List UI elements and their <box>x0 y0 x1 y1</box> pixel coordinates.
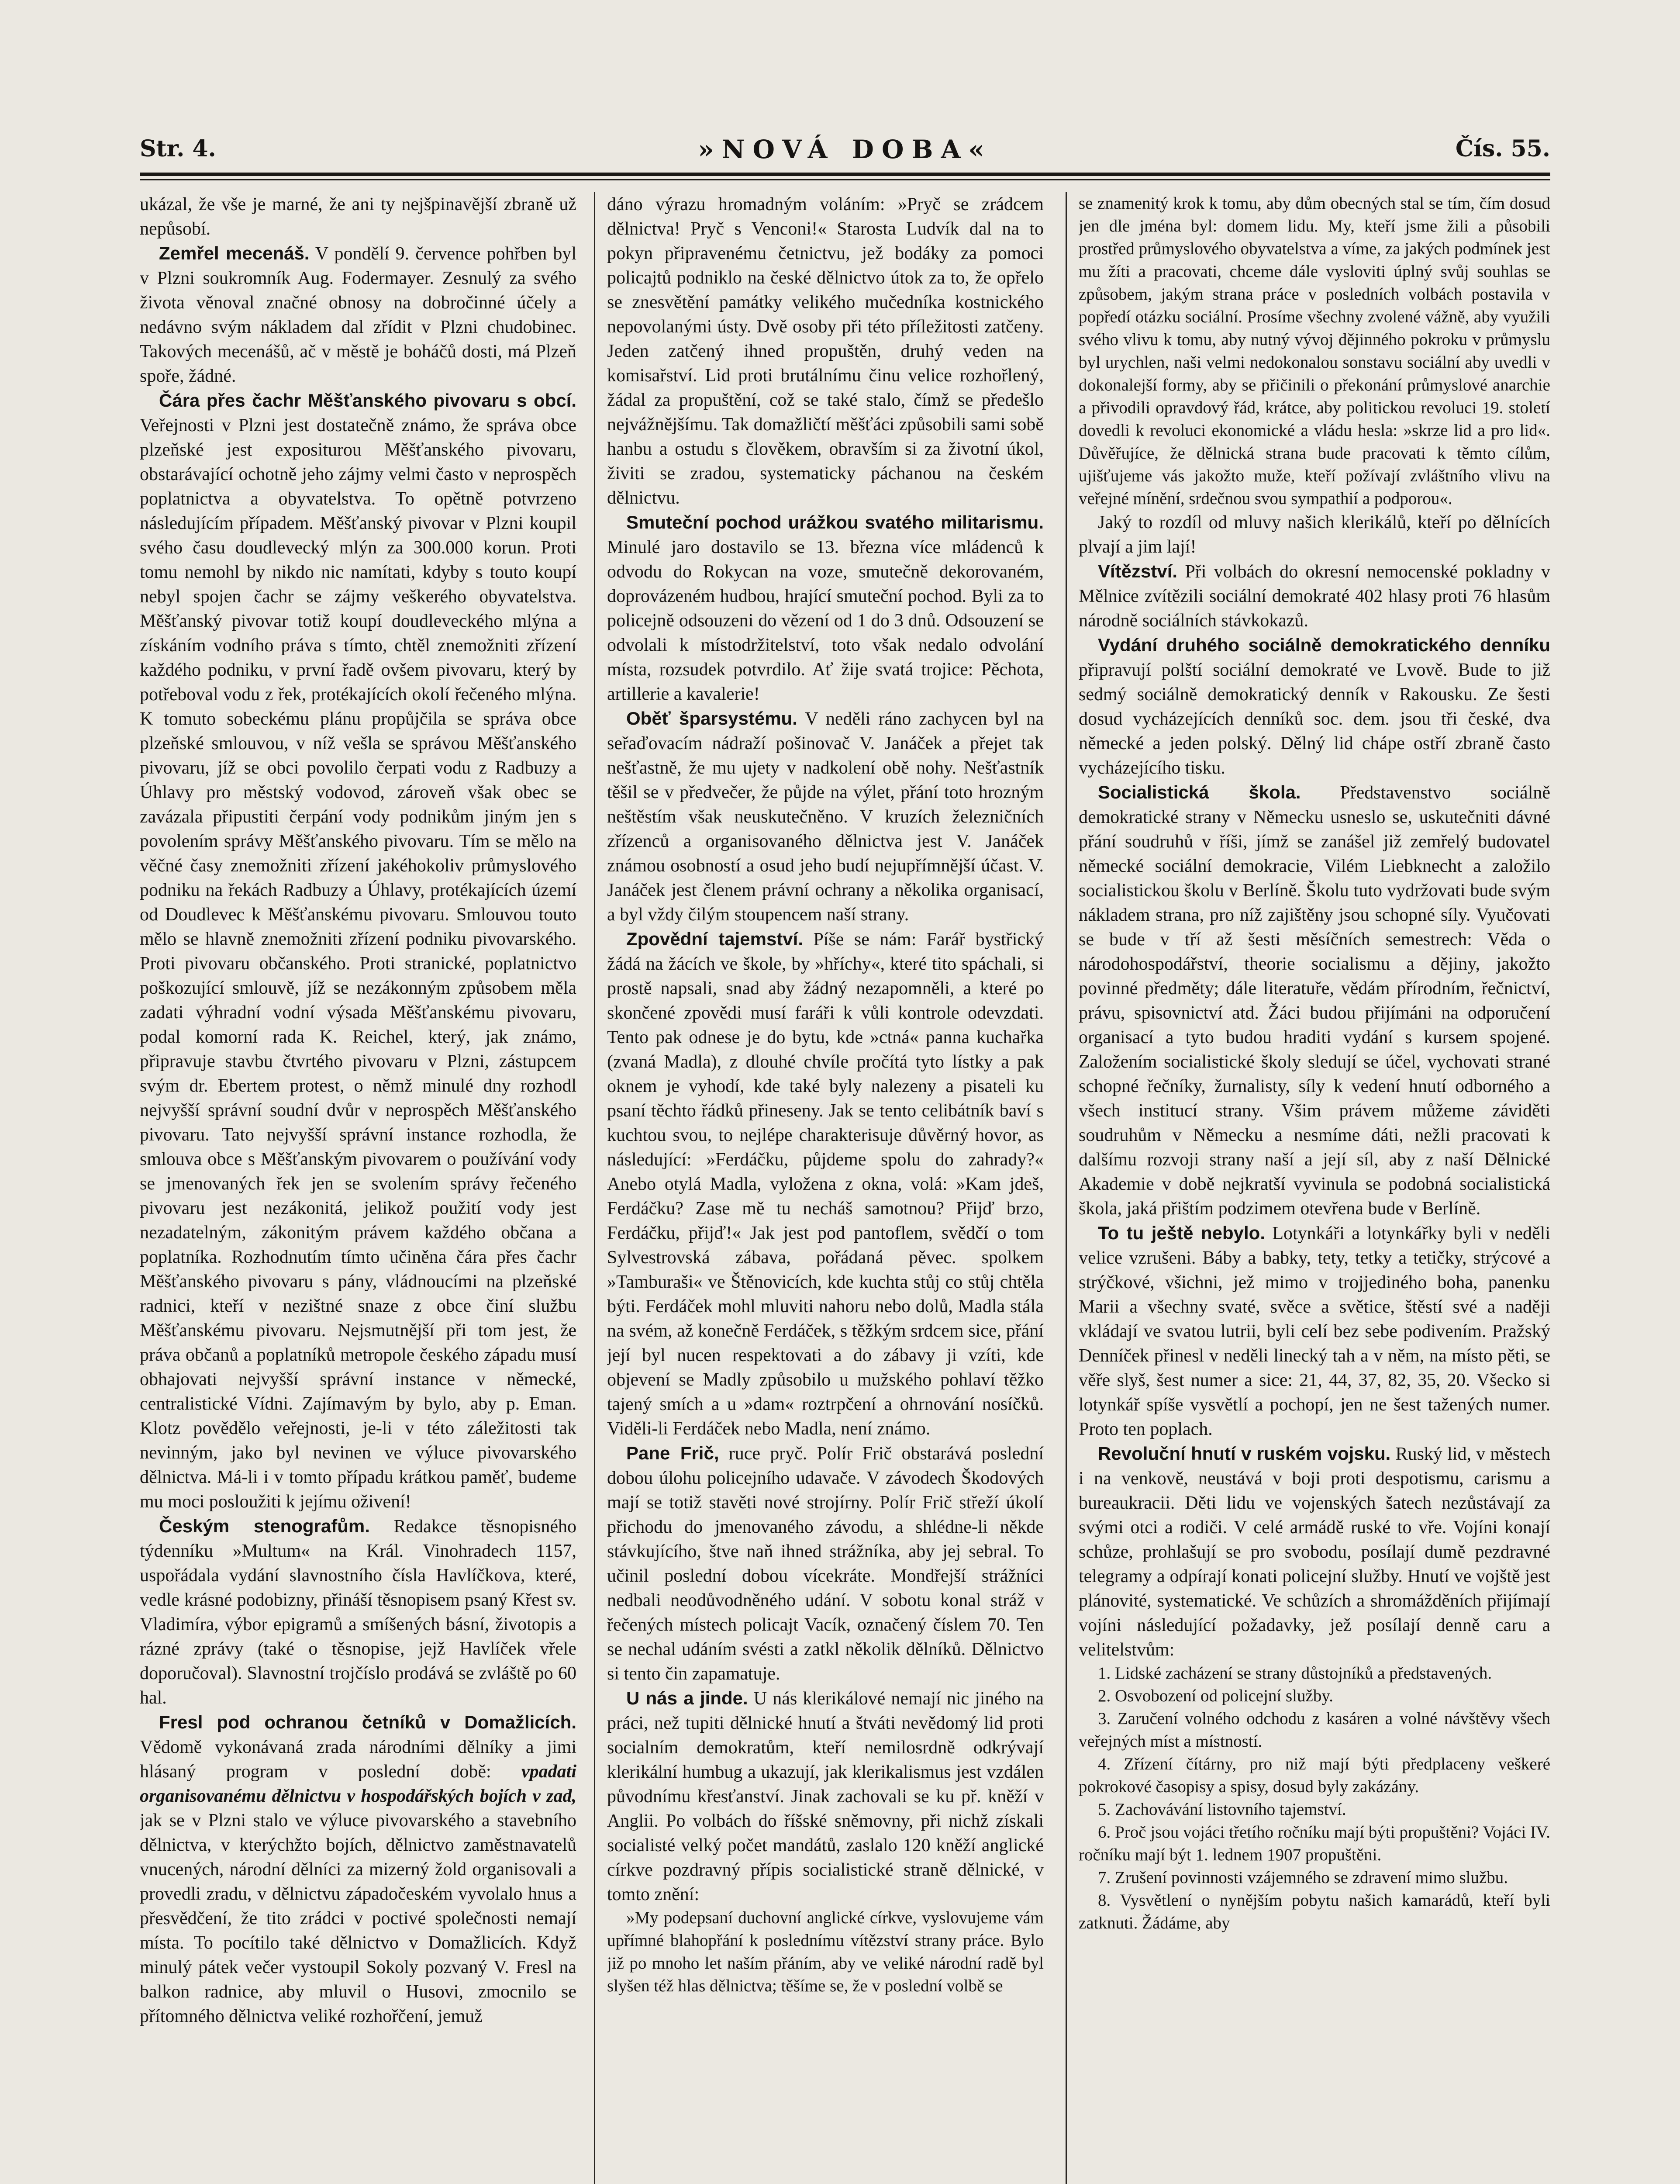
article-pane-fric <box>607 1441 1044 1686</box>
article-nebylo <box>1079 1221 1550 1441</box>
article-heading: Českým stenografům. <box>159 1516 370 1536</box>
article-body: Lotynkáři a lotynkářky byli v neděli velice vzrušeni. Báby a babky, tety, tetky a tetičky, strýcové a strýčkové, všichni, jež mimo v trojjediného boha, panenku Marii a všechny svaté, svěce a světice, štěstí své a naději vkládají ve svatou lutrii, byli celí bez sebe podivením. Pražský Denníček přinesl v neděli linecký tah a v něm, na místo pěti, se věře slyš, šest numer a sice: 21, 44, 37, 82, 35, 20. Všecko si lotynkář spíše vysvětlí a pochopí, jen ne šest tažených numer. Proto ten poplach. <box>1079 1223 1550 1439</box>
article-heading: Oběť šparsystému. <box>626 708 797 729</box>
article-heading: Fresl pod ochranou četníků v Domažlicích. <box>159 1712 576 1732</box>
article-body: jak se v Plzni stalo ve výluce pivovarského a stavebního dělnictva, v kterýchžto bojích, dělnictvo zaměstnavatelů vnucených, národní dělníci za mizerný žold organisovali a provedli zradu, v dělnictvu západočeském vyvolalo hnus a přesvědčení, že tito zrádci v poctivé společnosti nemají místa. To pocítilo také dělnictvo v Domažlicích. Když minulý pátek večer vystoupil Sokoly pozvaný V. Fresl na balkon radnice, aby mluvil o Husovi, zmocnilo se přítomného dělnictva veliké rozhořčení, jemuž <box>140 1811 576 2026</box>
list-item: 4. Zřízení čítárny, pro niž mají býti předplaceny veškeré pokrokové časopisy a spisy, dosud byly zakázány. <box>1079 1755 1550 1796</box>
article-body: V neděli ráno zachycen byl na seřaďovacím nádraží pošinovač V. Janáček a přejet tak nešťastně, že mu ujety v nadkolení obě nohy. Nešťastník těšil se v předvečer, že půjde na výlet, přání toto hrozným neštěstím však neuskutečněno. V kruzích železničních zřízenců a organisovaného dělnictva jest V. Janáček známou osobností a osud jeho budí nejupřímnější účast. V. Janáček jest členem právní ochrany a několika organisací, a byl vždy čilým stoupencem naší strany. <box>607 709 1044 925</box>
article-vitezstvi <box>1079 559 1550 633</box>
article-body: Při volbách do okresní nemocenské pokladny v Mělnice zvítězili sociální demokraté 402 hlasy proti 76 hlasům národně sociálních stávkokazů. <box>1079 562 1550 631</box>
list-item: 8. Vysvětlení o nynějším pobytu našich kamarádů, kteří byli zatknuti. Žádáme, aby <box>1079 1891 1550 1932</box>
header-rule <box>140 173 1550 176</box>
list-item: 5. Zachovávání listovního tajemství. <box>1098 1800 1346 1819</box>
article-body: Vědomě vykonávaná zrada národními dělníky a jimi hlásaný program v poslední době: <box>140 1737 576 1782</box>
article-cara <box>140 388 576 1514</box>
paragraph: ukázal, že vše je marné, že ani ty nejšpinavější zbraně už nepůsobí. <box>140 194 576 239</box>
article-heading: Zpovědní tajemství. <box>626 929 804 949</box>
masthead-title: »NOVÁ DOBA« <box>698 135 992 164</box>
list-item: 2. Osvobození od policejní služby. <box>1098 1686 1334 1705</box>
page-number: Str. 4. <box>140 135 216 162</box>
article-heading: To tu ještě nebylo. <box>1098 1223 1265 1243</box>
article-heading: Vydání druhého sociálně demokratického denníku <box>1098 635 1550 655</box>
article-skola <box>1079 780 1550 1221</box>
column-divider <box>594 192 595 2184</box>
article-revolucni <box>1079 1441 1550 1662</box>
article-heading: Pane Frič, <box>626 1443 719 1463</box>
quote-paragraph: »My podepsaní duchovní anglické církve, vyslovujeme vám upřímné blahopřání k poslednímu vítězství strany práce. Bylo již po mnoho let naším přáním, aby ve veliké národní radě byl slyšen též hlas dělnictva; těšíme se, že v poslední volbě se <box>607 1908 1044 1995</box>
article-heading: Vítězství. <box>1098 561 1178 581</box>
article-body: Ruský lid, v městech i na venkově, neustává v boji proti despotismu, carismu a bureaukracii. Děti lidu ve vojenských šatech nezůstávají za svými otci a rodiči. V celé armádě ruské to vře. Vojíni konají schůze, prohlašují se pro svobodu, posílají dumě pezdravné telegramy a odpírají konati policejní služby. Hnutí ve vojště jest plánovité, systematické. Ve schůzích a shromážděních přijímají vojíni následující požadavky, jež posílají denně caru a velitelstvům: <box>1079 1444 1550 1660</box>
article-body: Píše se nám: Farář bystřický žádá na žácích ve škole, by »hříchy«, které tito spáchali, si prostě napsali, snad aby žádný nezapomněli, a které po skončené zpovědi musí faráři k vůli kontrole odevzdati. Tento pak odnese je do bytu, kde »ctná« panna kuchařka (zvaná Madla), z dlouhé chvíle pročítá tyto lístky a pak oknem je vyhodí, kde také byly nalezeny a pisateli ku psaní těchto řádků přineseny. Jak se tento celibátník baví s kuchtou svou, to nejlépe charakterisuje důvěrný hovor, as následující: »Ferdáčku, půjdeme spolu do zahrady?« Anebo otylá Madla, vyložena z okna, volá: »Kam jdeš, Ferdáčku? Zase mě tu necháš samotnou? Přijď brzo, Ferdáčku, přijď!« Jak jest pod pantoflem, svědčí o tom Sylvestrovská zábava, pořádaná pěvec. spolkem »Tamburaši« ve Štěnovicích, kde kuchta stůj co stůj chtěla býti. Ferdáček mohl mluviti nahoru nebo dolů, Madla stála na svém, až konečně Ferdáček, s těžkým srdcem sice, přání její byl nucen respektovati a do zábavy ji vzíti, kde objevení se Madly způsobilo u mužského pohlaví těžko tajený smích a u »dam« roztrpčení a ohrnování nosíčků. Viděli-li Ferdáček nebo Madla, není známo. <box>607 930 1044 1439</box>
emphasis-text: vpadati organisovanému dělnictvu v hospodářských bojích v zad, <box>140 1762 576 1806</box>
article-fresl <box>140 1710 576 2028</box>
article-heading: Zemřel mecenáš. <box>159 243 310 263</box>
article-denik <box>1079 633 1550 780</box>
article-body: V pondělí 9. července pohřben byl v Plzni soukromník Aug. Fodermayer. Zesnulý za svého života věnoval značné obnosy na dobročinné účely a nedávno svým nákladem dal zřídit v Plzni chudobinec. Takových mecenášů, ač v městě je boháčů dosti, má Plzeň spoře, žádné. <box>140 244 576 386</box>
article-body: Veřejnosti v Plzni jest dostatečně známo, že správa obce plzeňské jest expositurou Měšťanského pivovaru, obstarávající ochotně jeho zájmy velmi často v neprospěch poplatnictva a obyvatelstva. To opětně potvrzeno následujícím případem. Měšťanský pivovar v Plzni koupil svého času doudlevecký mlýn za 300.000 korun. Proti tomu nemohl by nikdo nic namítati, kdyby s touto koupí nebyl spojen čachr se zájmy veškerého obyvatelstva. Měšťanský pivovar totiž koupí doudleveckého mlýna a získáním vodního práva s tímto, chtěl znemožniti zřízení každého podniku, v první řadě ovšem pivovaru, který by potřeboval vodu z řek, protékajících okolí řečeného mlýna. K tomuto sobeckému plánu propůjčila se správa obce plzeňské smlouvou, v níž vešla se správou Měšťanského pivovaru, jíž se obci povolilo čerpati vodu z Radbuzy a Úhlavy pro městský vodovod, zároveň však obec se zavázala připustiti čerpání vody podnikům jiným jen s povolením správy Měšťanského pivovaru. Tím se mělo na věčné časy znemožniti zřízení jakéhokoliv průmyslového podniku na řekách Radbuzy a Úhlavy, protékajících území od Doudlevec k Měšťanskému pivovaru. Smlouvou touto mělo se hlavně znemožniti zřízení podniku pivovarského. Proti pivovaru občanského. Proti stranické, poplatnictvo poškozující smlouvě, jíž se nezákonným způsobem měla zadati výhradní vodní výsada Měšťanskému pivovaru, podal komorní rada K. Reichel, který, jak známo, připravuje stavbu čtvrtého pivovaru v Plzni, zástupcem svým dr. Ebertem protest, o němž minulé dny rozhodl nejvyšší správní soudní dvůr v neprospěch Měšťanského pivovaru. Tato nejvyšší správní instance rozhodla, že smlouva obce s Měšťanským pivovarem o používání vody se jmenovaných řek jen se svolením správy řečeného pivovaru jest nezákonitá, jelikož použití vody jest nezadatelným, zákonitým právem každého občana a poplatníka. Rozhodnutím tímto učiněna čára přes čachr Měšťanského pivovaru s pány, vládnoucími na plzeňské radnici, kteří v nezištné snaze z obce činí službu Měšťanskému pivovaru. Nejsmutnější při tom jest, že práva občanů a poplatníků metropole českého západu musí obhajovati nejvyšší správní instance v německé, centralistické Vídni. Zajímavým by bylo, aby p. Eman. Klotz povědělo veřejnosti, je-li v této záležitosti tak nevinným, jako byl nevinen ve výluce pivovarského dělnictva. Má-li i v tomto případu krátkou paměť, budeme mu moci posloužiti k jejímu oživení! <box>140 415 576 1512</box>
paragraph: dáno výrazu hromadným voláním: »Pryč se zrádcem dělnictva! Pryč s Venconi!« Starosta Ludvík dal na to pokyn připravenému četnictvu, jež bodáky za pomoci policajtů podniklo na české dělnictvo útok za to, že opřelo se znesvětění památky velikého mučedníka kostnického nepovolanými ústy. Dvě osoby při této příležitosti zatčeny. Jeden zatčený ihned propuštěn, druhý veden na komisařství. Lid proti brutálnímu činu velice rozhořlený, žádal za propuštění, což se také stalo, čímž se předešlo nejvážnějšímu. Tak domažličtí měšťáci způsobili sami sobě hanbu a ostudu s člověkem, obravším si za životní úkol, živiti se zradou, systematicky páchanou na českém dělnictvu. <box>607 194 1044 508</box>
article-stenografum <box>140 1514 576 1710</box>
article-zpovedni <box>607 927 1044 1441</box>
article-heading: Smuteční pochod urážkou svatého militarismu. <box>626 512 1044 532</box>
demands-list <box>1079 1662 1550 1935</box>
article-heading: U nás a jinde. <box>626 1688 748 1708</box>
list-item: 1. Lidské zacházení se strany důstojníků a představených. <box>1098 1664 1492 1683</box>
header-rule-thin <box>140 179 1550 180</box>
page-header <box>140 131 1550 166</box>
article-heading: Socialistická škola. <box>1098 782 1301 802</box>
article-u-nas <box>607 1686 1044 1907</box>
article-heading: Revoluční hnutí v ruském vojsku. <box>1098 1443 1391 1464</box>
article-body: ruce pryč. Polír Frič obstarává poslední dobou úlohu policejního udavače. V závodech Škodových mají se totiž stavěti nové strojírny. Polír Frič střeží úkolí přichodu do jmenovaného závodu, a shlédne-li někde stávkujícího, štve naň ihned strážníka, aby jej sebral. To učinil poslední dobou vícekráte. Mondřejší strážníci nedbali neodůvodněného udání. V sobotu konal stráž v řečených místech policajt Vacík, označený číslem 70. Ten se nechal udáním svésti a zatkl několik dělníků. Dělnictvo si tento čin zapamatuje. <box>607 1444 1044 1684</box>
column-right <box>1079 192 1550 2184</box>
article-smutecni-pochod <box>607 510 1044 706</box>
article-obet <box>607 706 1044 927</box>
list-item: 6. Proč jsou vojáci třetího ročníku mají býti propuštěni? Vojáci IV. ročníku mají být 1. lednem 1907 propuštěni. <box>1079 1823 1550 1864</box>
issue-number: Čís. 55. <box>1455 135 1550 162</box>
article-body: Představenstvo sociálně demokratické strany v Německu usneslo se, uskutečniti dávné přání soudruhů v říši, jímž se zanášel již zemřelý budovatel německé sociální demokracie, Vilém Liebknecht a založilo socialistickou školu v Berlíně. Školu tuto vydržovati bude svým nákladem strana, pro níž zajištěny jsou schopné síly. Vyučovati se bude v tří až šesti měsíčních semestrech: Věda o národohospodářství, theorie socialismu a dějiny, jakožto povinné předměty; dále literatuře, vědám přírodním, řečnictví, právu, spisovnictví atd. Žáci budou přijímáni na odporučení organisací a tyto budou hraditi vydání s kursem spojené. Založením socialistické školy sledují se účel, vychovati strané schopné řečníky, žurnalisty, síly k vedení hnutí odborného a všech institucí strany. Všim právem můžeme záviděti soudruhům v Německu a nesmíme dáti, nežli pracovati k dalšímu rozvoji strany naší a její síl, aby z naší Dělnické Akademie v době nejkratší vyvinula se podobná socialistická škola, jaká přištím podzimem otevřena bude v Berlíně. <box>1079 783 1550 1219</box>
article-body: Redakce těsnopisného týdenníku »Multum« na Král. Vinohradech 1157, uspořádala vydání slavnostního čísla Havlíčkova, které, vedle krásné podobizny, přináší těsnopisem psaný Křest sv. Vladimíra, výbor epigramů a smíšených básní, životopis a rázné zprávy (také o těsnopise, jejž Havlíček vřele doporučoval). Slavnostní trojčíslo prodává se zvláště po 60 hal. <box>140 1517 576 1708</box>
article-body: připravují polští sociální demokraté ve Lvově. Bude to již sedmý sociálně demokratický denník v Rakousku. Ze šesti dosud vycházejících denníků soc. dem. jsou tři české, dva německé a jeden polský. Dělný lid chápe ostří zbraně často vycházejícího tisku. <box>1079 660 1550 778</box>
column-divider <box>1066 192 1067 2184</box>
quote-paragraph: se znamenitý krok k tomu, aby dům obecných stal se tím, čím dosud jen dle jména byl: domem lidu. My, kteří jsme žili a působili prostřed průmyslového obyvatelstva a víme, za jakých podmínek jest mu žíti a pracovati, chceme dále vysloviti úplný svůj souhlas se způsobem, jakým strana práce v posledních volbách postavila v popředí otázku sociální. Prosíme všechny zvolené vážně, aby využili svého vlivu k tomu, aby nutný vývoj dějinného pokroku v průmyslu byl urychlen, naši velmi nedokonalou sonstavu sociální aby uvedli v dokonalejší formy, aby se přičinili o překonání průmyslové anarchie a přivodili opravdový řád, krátce, aby politickou revoluci 19. století dovedli k revoluci ekonomické a vládu hesla: »skrze lid a pro lid«. Důvěřujíce, že dělnická strana bude pracovati k těmto cílům, ujišťujeme vás jakožto muže, kteří požívají zvláštního vlivu na veřejné mínění, srdečnou svou sympathií a podporou«. <box>1079 194 1550 508</box>
article-body: U nás klerikálové nemají nic jiného na práci, než tupiti dělnické hnutí a štváti nevědomý lid proti socialním demokratům, kteří nemilosrdně odkrývají klerikální humbug a ukazují, jak klerikalismus jest vzdálen původnímu křesťanství. Jinak zachovali se ku př. kněží v Anglii. Po volbách do říšské sněmovny, při nichž získali socialisté velký počet mandátů, zaslalo 120 kněží anglické církve pozdravný přípis socialistické straně dělnické, v tomto znění: <box>607 1689 1044 1904</box>
article-heading: Čára přes čachr Měšťanského pivovaru s obcí. <box>159 390 576 411</box>
column-left <box>140 192 576 2184</box>
paragraph: Jaký to rozdíl od mluvy našich klerikálů, kteří po dělnících plvají a jim lají! <box>1079 512 1550 557</box>
article-body: Minulé jaro dostavilo se 13. března více mládenců k odvodu do Rokycan na voze, smutečně dekorovaném, doprovázeném hudbou, hrající smuteční pochod. Byli za to policejně odsouzeni do vězení od 1 do 3 dnů. Odsouzení se odvolali k místodržitelství, toto však nedalo odvolání místa, rozsudek potvrdilo. Ať žije svatá trojice: Pěchota, artillerie a kavalerie! <box>607 537 1044 704</box>
column-middle <box>607 192 1044 2184</box>
list-item: 7. Zrušení povinnosti vzájemného se zdravení mimo službu. <box>1098 1868 1508 1887</box>
list-item: 3. Zaručení volného odchodu z kasáren a volné návštěvy všech veřejných míst a místností. <box>1079 1709 1550 1751</box>
article-mecenas <box>140 241 576 388</box>
